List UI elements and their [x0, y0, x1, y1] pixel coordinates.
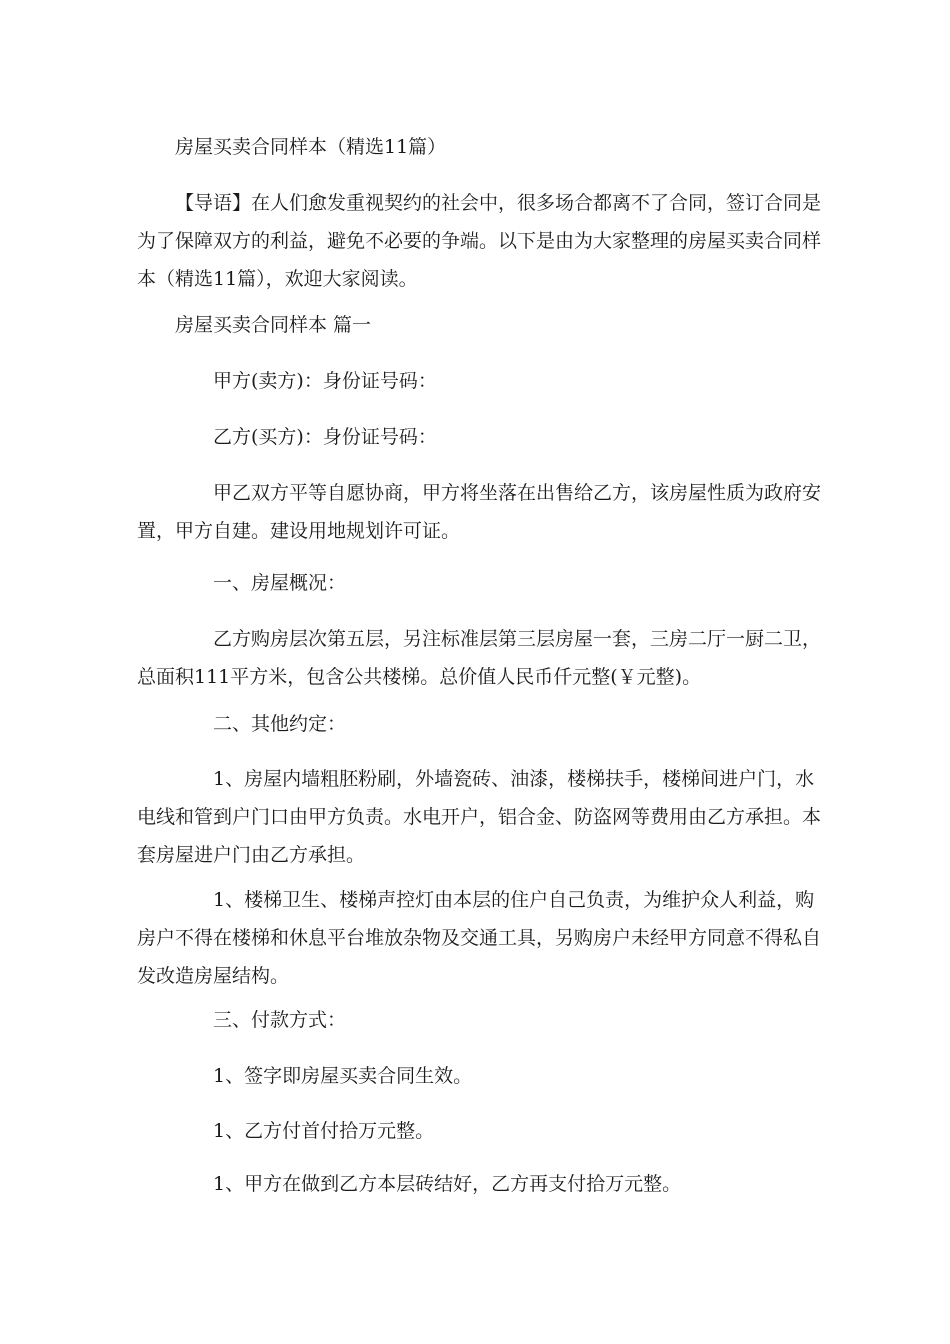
house-overview-paragraph: 乙方购房层次第五层，另注标准层第三层房屋一套，三房二厅一厨二卫，总面积111平方米，包含公共楼梯。总价值人民币仟元整(￥元整)。 — [137, 628, 822, 688]
section-title: 房屋买卖合同样本 篇一 — [175, 314, 372, 336]
intro-paragraph: 【导语】在人们愈发重视契约的社会中，很多场合都离不了合同，签订合同是为了保障双方的利益，避免不必要的争端。以下是由为大家整理的房屋买卖合同样本（精选11篇），欢迎大家阅读。 — [137, 192, 822, 290]
heading-house-overview: 一、房屋概况： — [213, 572, 347, 594]
other-terms-item-1: 1、房屋内墙粗胚粉刷，外墙瓷砖、油漆，楼梯扶手，楼梯间进户门，水电线和管到户门口由甲方负责。水电开户，铝合金、防盗网等费用由乙方承担。本套房屋进户门由乙方承担。 — [137, 768, 822, 866]
party-b-line: 乙方(买方)：身份证号码： — [213, 426, 437, 448]
party-a-line: 甲方(卖方)：身份证号码： — [213, 370, 437, 392]
payment-item-2: 1、乙方付首付拾万元整。 — [213, 1120, 435, 1142]
document-title: 房屋买卖合同样本（精选11篇） — [175, 136, 447, 158]
heading-payment: 三、付款方式： — [213, 1009, 347, 1031]
other-terms-item-2: 1、楼梯卫生、楼梯声控灯由本层的住户自己负责，为维护众人利益，购房户不得在楼梯和休息平台堆放杂物及交通工具，另购房户未经甲方同意不得私自发改造房屋结构。 — [137, 889, 822, 987]
payment-item-3: 1、甲方在做到乙方本层砖结好，乙方再支付拾万元整。 — [213, 1173, 682, 1195]
agreement-paragraph: 甲乙双方平等自愿协商，甲方将坐落在出售给乙方，该房屋性质为政府安置，甲方自建。建设用地规划许可证。 — [137, 482, 822, 542]
payment-item-1: 1、签字即房屋买卖合同生效。 — [213, 1065, 473, 1087]
heading-other-terms: 二、其他约定： — [213, 713, 347, 735]
